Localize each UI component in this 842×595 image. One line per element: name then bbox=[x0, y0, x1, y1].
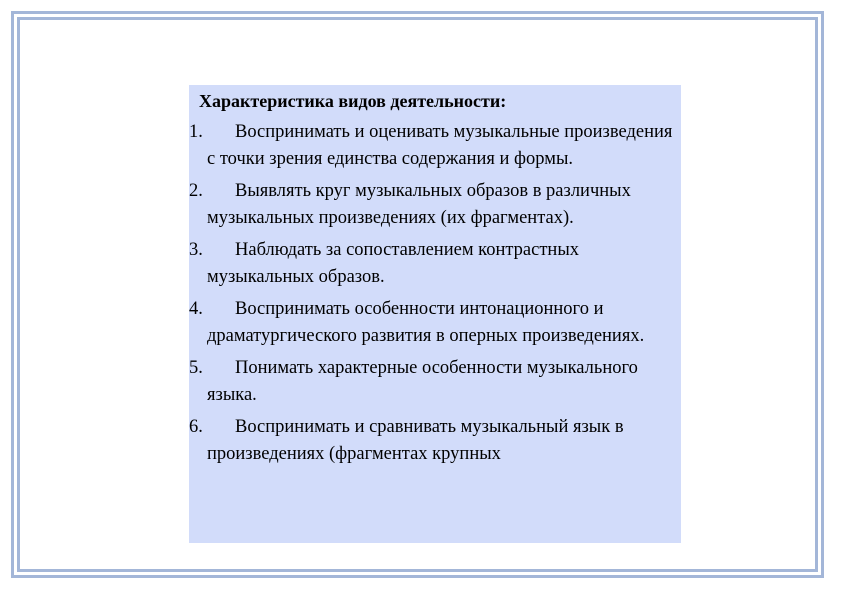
slide-title: Характеристика видов деятельности: bbox=[199, 91, 507, 111]
list-item-text: Воспринимать и сравнивать музыкальный язык в произведениях (фрагментах крупных bbox=[207, 417, 624, 464]
list-item-number: 1. bbox=[189, 122, 203, 142]
list-item bbox=[189, 296, 681, 350]
list-item-number: 2. bbox=[189, 181, 203, 201]
list-item bbox=[189, 355, 681, 409]
list-item bbox=[189, 414, 681, 468]
list-item-number: 6. bbox=[189, 417, 203, 437]
list-item-text: Наблюдать за сопоставлением контрастных музыкальных образов. bbox=[207, 240, 580, 287]
content-box bbox=[189, 85, 681, 543]
list-item bbox=[189, 237, 681, 291]
list-item-text: Воспринимать и оценивать музыкальные произведения с точки зрения единства содержания и формы. bbox=[207, 122, 673, 169]
list-item-text: Понимать характерные особенности музыкального языка. bbox=[207, 358, 638, 405]
list-item-number: 4. bbox=[189, 299, 203, 319]
activity-list bbox=[189, 119, 681, 473]
list-item-number: 5. bbox=[189, 358, 203, 378]
list-item bbox=[189, 119, 681, 173]
list-item bbox=[189, 178, 681, 232]
list-item-number: 3. bbox=[189, 240, 203, 260]
list-item-text: Воспринимать особенности интонационного и драматургического развития в оперных произведениях. bbox=[207, 299, 645, 346]
list-item-text: Выявлять круг музыкальных образов в различных музыкальных произведениях (их фрагментах). bbox=[207, 181, 631, 228]
